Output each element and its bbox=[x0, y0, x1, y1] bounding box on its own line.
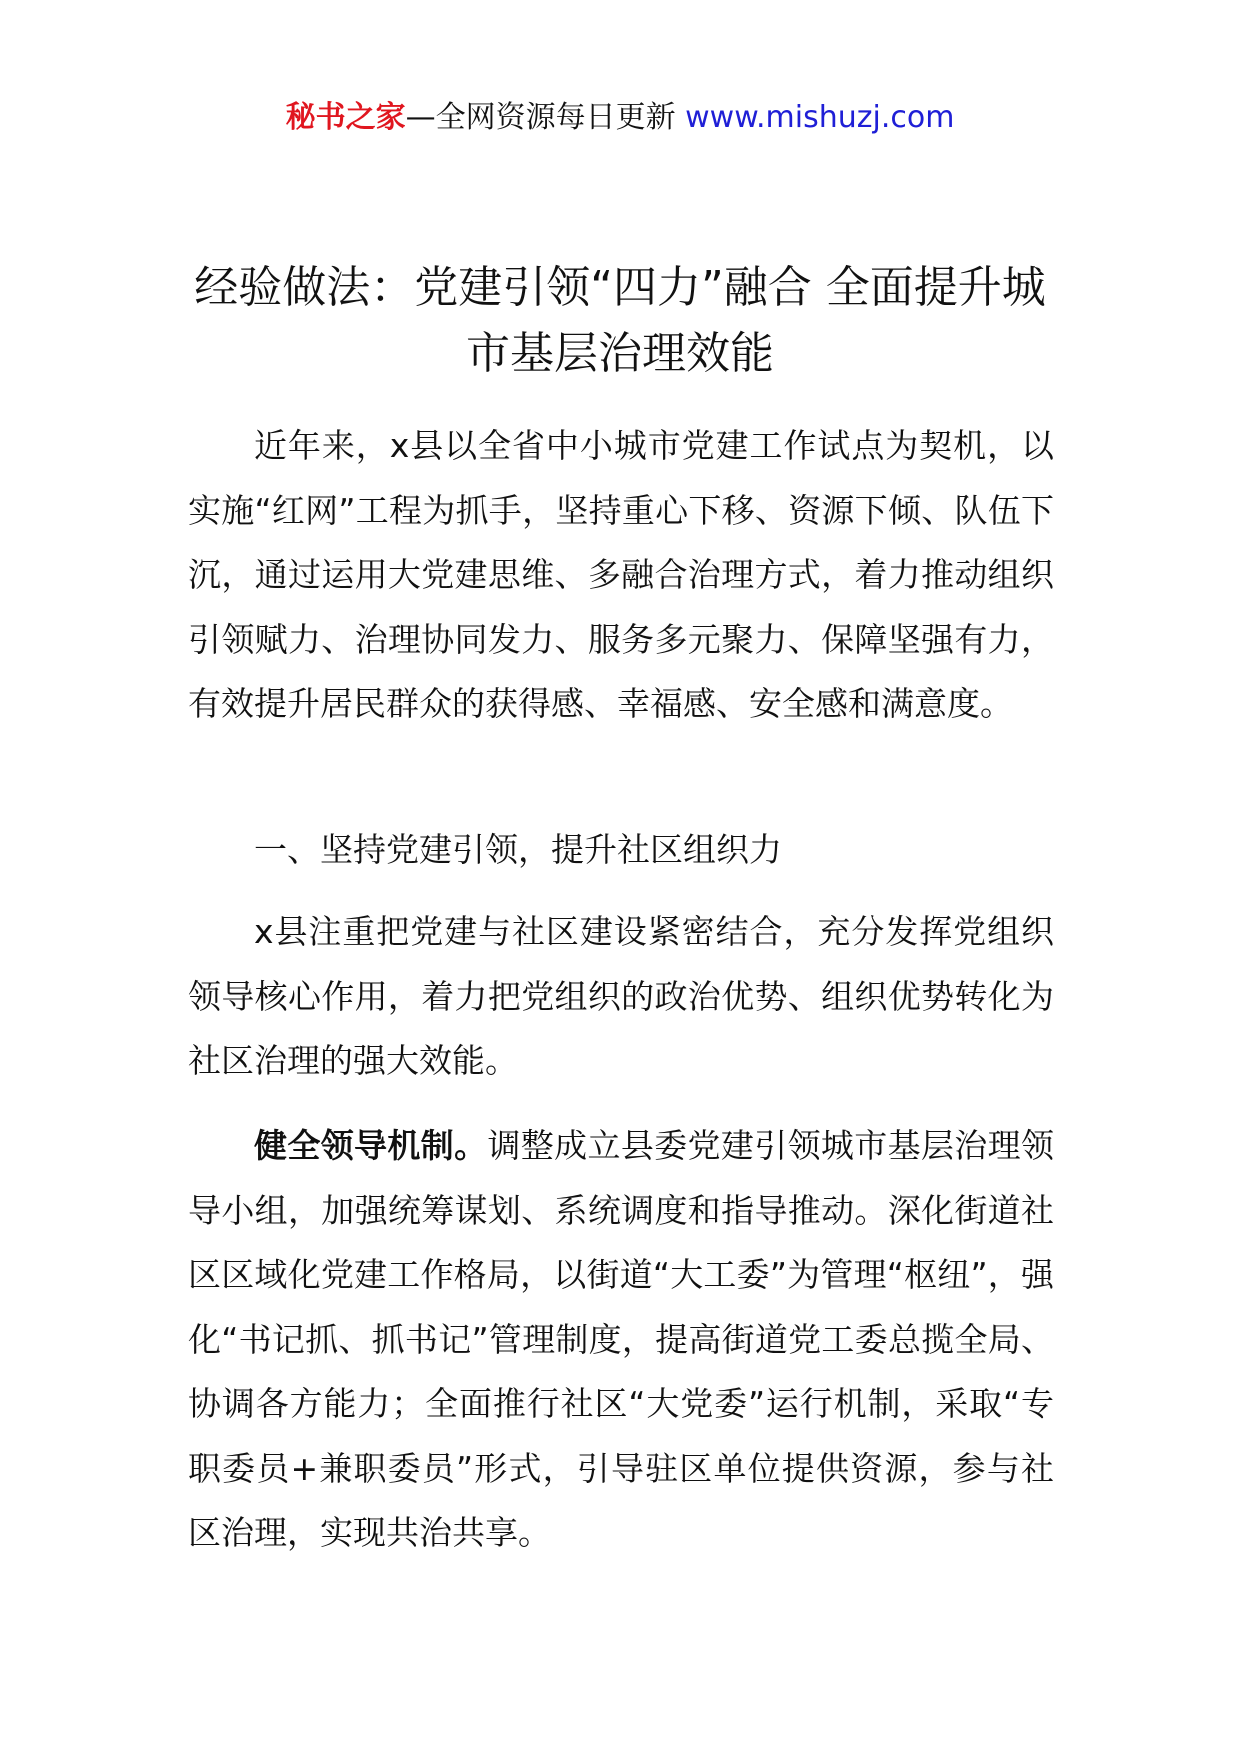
paragraph-body: 调整成立县委党建引领城市基层治理领导小组，加强统筹谋划、系统调度和指导推动。深化街道社区区域化党建工作格局，以街道“大工委”为管理“枢纽”，强化“书记抓、抓书记”管理制度，提高街道党工委总揽全局、协调各方能力；全面推行社区“大党委”运行机制，采取“专职委员+兼职委员”形式，引导驻区单位提供资源，参与社区治理，实现共治共享。 bbox=[188, 1126, 1055, 1552]
document-title: 经验做法：党建引领“四力”融合 全面提升城市基层治理效能 bbox=[194, 262, 1046, 379]
header-slogan: —全网资源每日更新 bbox=[405, 100, 686, 135]
site-header bbox=[0, 98, 1240, 138]
section-paragraph: x县注重把党建与社区建设紧密结合，充分发挥党组织领导核心作用，着力把党组织的政治优势、组织优势转化为社区治理的强大效能。 bbox=[188, 912, 1054, 1080]
section-heading: 一、坚持党建引领，提升社区组织力 bbox=[254, 830, 782, 869]
paragraph-lead-bold: 健全领导机制。 bbox=[254, 1126, 488, 1165]
intro-paragraph: 近年来，x县以全省中小城市党建工作试点为契机，以实施“红网”工程为抓手，坚持重心下移、资源下倾、队伍下沉，通过运用大党建思维、多融合治理方式，着力推动组织引领赋力、治理协同发力、服务多元聚力、保障坚强有力，有效提升居民群众的获得感、幸福感、安全感和满意度。 bbox=[188, 426, 1054, 723]
brand-name: 秘书之家 bbox=[285, 100, 406, 135]
leadership-paragraph bbox=[188, 1114, 1054, 1566]
site-url-link[interactable]: www.mishuzj.com bbox=[685, 100, 955, 135]
